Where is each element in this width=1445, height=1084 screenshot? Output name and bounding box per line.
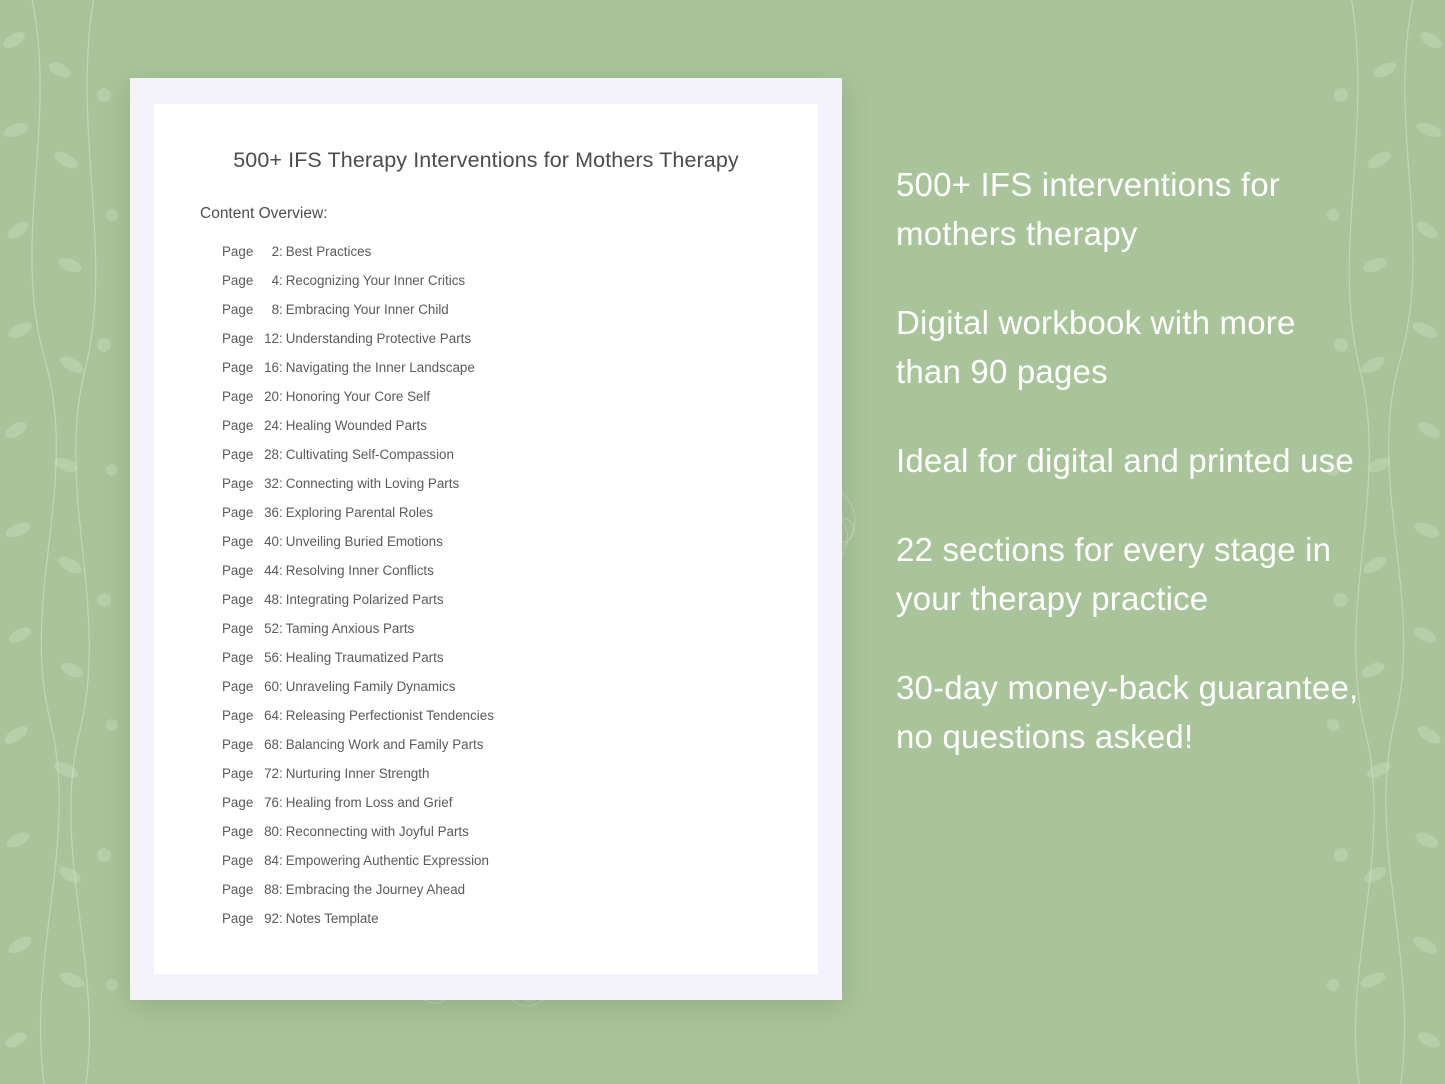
toc-entry <box>222 730 818 759</box>
toc-entry-page: Page 92: <box>222 904 282 933</box>
toc-page-number: 72 <box>264 766 280 781</box>
toc-page-word: Page <box>222 505 254 520</box>
toc-entry <box>222 353 818 382</box>
toc-entry-title: Notes Template <box>285 911 379 926</box>
toc-entry <box>222 382 818 411</box>
toc-entry-page: Page 52: <box>222 614 282 643</box>
toc-entry-title: Understanding Protective Parts <box>285 331 472 346</box>
toc-entry-page: Page 28: <box>222 440 282 469</box>
toc-entry <box>222 643 818 672</box>
toc-page-word: Page <box>222 534 254 549</box>
toc-page-number: 40 <box>264 534 280 549</box>
toc-entry-title: Embracing Your Inner Child <box>285 302 449 317</box>
toc-entry <box>222 266 818 295</box>
toc-page-number: 80 <box>264 824 280 839</box>
toc-entry-page: Page 2: <box>222 237 282 266</box>
marketing-bullet: 22 sections for every stage in your therapy practice <box>896 531 1332 617</box>
toc-entry-page: Page 4: <box>222 266 282 295</box>
toc-entry <box>222 295 818 324</box>
toc-page-number: 16 <box>264 360 280 375</box>
toc-page-number: 64 <box>264 708 280 723</box>
toc-page-word: Page <box>222 679 254 694</box>
toc-page-word: Page <box>222 360 254 375</box>
toc-entry-page: Page 44: <box>222 556 282 585</box>
toc-page-number: 8 <box>271 302 280 317</box>
toc-page-word: Page <box>222 476 254 491</box>
toc-entry <box>222 904 818 933</box>
toc-page-word: Page <box>222 824 254 839</box>
toc-entry-title: Integrating Polarized Parts <box>285 592 444 607</box>
toc-page-word: Page <box>222 737 254 752</box>
toc-page-word: Page <box>222 331 254 346</box>
content-overview-label: Content Overview: <box>200 205 328 222</box>
toc-entry-title: Healing Wounded Parts <box>285 418 427 433</box>
toc-page-word: Page <box>222 273 254 288</box>
toc-entry-page: Page 72: <box>222 759 282 788</box>
toc-page-word: Page <box>222 621 254 636</box>
table-of-contents <box>154 223 818 933</box>
toc-entry-page: Page 60: <box>222 672 282 701</box>
toc-entry <box>222 817 818 846</box>
toc-entry <box>222 411 818 440</box>
toc-entry <box>222 469 818 498</box>
toc-entry <box>222 527 818 556</box>
toc-entry-page: Page 40: <box>222 527 282 556</box>
toc-page-number: 88 <box>264 882 280 897</box>
toc-entry-page: Page 48: <box>222 585 282 614</box>
toc-entry <box>222 672 818 701</box>
toc-entry-title: Healing Traumatized Parts <box>285 650 444 665</box>
toc-entry <box>222 585 818 614</box>
marketing-bullet: Ideal for digital and printed use <box>896 442 1354 479</box>
toc-page-word: Page <box>222 853 254 868</box>
toc-page-number: 20 <box>264 389 280 404</box>
toc-entry-title: Empowering Authentic Expression <box>285 853 489 868</box>
toc-entry <box>222 759 818 788</box>
marketing-bullet: Digital workbook with more than 90 pages <box>896 304 1296 390</box>
toc-entry-title: Recognizing Your Inner Critics <box>285 273 466 288</box>
toc-page-word: Page <box>222 882 254 897</box>
toc-entry-page: Page 88: <box>222 875 282 904</box>
document-mockup <box>130 78 842 1000</box>
toc-entry-title: Honoring Your Core Self <box>285 389 431 404</box>
toc-entry-title: Connecting with Loving Parts <box>285 476 460 491</box>
toc-page-word: Page <box>222 795 254 810</box>
toc-entry-title: Cultivating Self-Compassion <box>285 447 454 462</box>
toc-entry-title: Resolving Inner Conflicts <box>285 563 434 578</box>
toc-page-number: 76 <box>264 795 280 810</box>
toc-entry-title: Healing from Loss and Grief <box>285 795 453 810</box>
toc-entry-page: Page 8: <box>222 295 282 324</box>
botanical-border-left <box>0 0 130 1084</box>
toc-page-word: Page <box>222 244 254 259</box>
toc-entry-title: Unraveling Family Dynamics <box>285 679 456 694</box>
toc-page-word: Page <box>222 592 254 607</box>
toc-entry <box>222 701 818 730</box>
toc-entry <box>222 556 818 585</box>
toc-entry <box>222 614 818 643</box>
toc-entry-page: Page 64: <box>222 701 282 730</box>
toc-entry <box>222 324 818 353</box>
marketing-bullet: 500+ IFS interventions for mothers therapy <box>896 166 1280 252</box>
toc-entry-page: Page 84: <box>222 846 282 875</box>
toc-entry-page: Page 36: <box>222 498 282 527</box>
toc-page-word: Page <box>222 563 254 578</box>
toc-page-word: Page <box>222 447 254 462</box>
toc-entry-page: Page 56: <box>222 643 282 672</box>
toc-page-number: 84 <box>264 853 280 868</box>
toc-page-number: 92 <box>264 911 280 926</box>
toc-entry-page: Page 68: <box>222 730 282 759</box>
toc-page-number: 48 <box>264 592 280 607</box>
toc-page-number: 28 <box>264 447 280 462</box>
toc-entry-page: Page 24: <box>222 411 282 440</box>
toc-entry-title: Releasing Perfectionist Tendencies <box>285 708 494 723</box>
toc-page-word: Page <box>222 708 254 723</box>
toc-page-number: 56 <box>264 650 280 665</box>
toc-entry <box>222 440 818 469</box>
toc-entry-page: Page 16: <box>222 353 282 382</box>
toc-page-number: 60 <box>264 679 280 694</box>
page-title: 500+ IFS Therapy Interventions for Mothers Therapy <box>233 148 739 172</box>
toc-page-number: 44 <box>264 563 280 578</box>
toc-page-number: 2 <box>271 244 280 259</box>
toc-page-word: Page <box>222 389 254 404</box>
document-page <box>154 104 818 974</box>
toc-page-number: 68 <box>264 737 280 752</box>
toc-entry-title: Balancing Work and Family Parts <box>285 737 484 752</box>
toc-entry-page: Page 20: <box>222 382 282 411</box>
toc-entry-title: Embracing the Journey Ahead <box>285 882 466 897</box>
toc-page-number: 4 <box>271 273 280 288</box>
toc-entry-title: Navigating the Inner Landscape <box>285 360 475 375</box>
toc-page-word: Page <box>222 911 254 926</box>
toc-page-word: Page <box>222 302 254 317</box>
toc-page-number: 32 <box>264 476 280 491</box>
toc-entry <box>222 788 818 817</box>
toc-entry-title: Taming Anxious Parts <box>285 621 415 636</box>
toc-entry-title: Nurturing Inner Strength <box>285 766 430 781</box>
toc-page-word: Page <box>222 418 254 433</box>
toc-entry-page: Page 76: <box>222 788 282 817</box>
toc-entry <box>222 237 818 266</box>
toc-entry <box>222 846 818 875</box>
toc-entry-page: Page 80: <box>222 817 282 846</box>
marketing-bullets <box>896 160 1366 761</box>
toc-page-number: 52 <box>264 621 280 636</box>
toc-entry-title: Exploring Parental Roles <box>285 505 434 520</box>
toc-entry-title: Reconnecting with Joyful Parts <box>285 824 469 839</box>
toc-entry <box>222 875 818 904</box>
toc-entry <box>222 498 818 527</box>
toc-entry-title: Unveiling Buried Emotions <box>285 534 443 549</box>
toc-entry-title: Best Practices <box>285 244 372 259</box>
marketing-bullet: 30-day money-back guarantee, no questions asked! <box>896 669 1359 755</box>
toc-page-number: 12 <box>264 331 280 346</box>
toc-entry-page: Page 12: <box>222 324 282 353</box>
toc-page-word: Page <box>222 650 254 665</box>
toc-page-number: 36 <box>264 505 280 520</box>
toc-page-word: Page <box>222 766 254 781</box>
toc-entry-page: Page 32: <box>222 469 282 498</box>
toc-page-number: 24 <box>264 418 280 433</box>
